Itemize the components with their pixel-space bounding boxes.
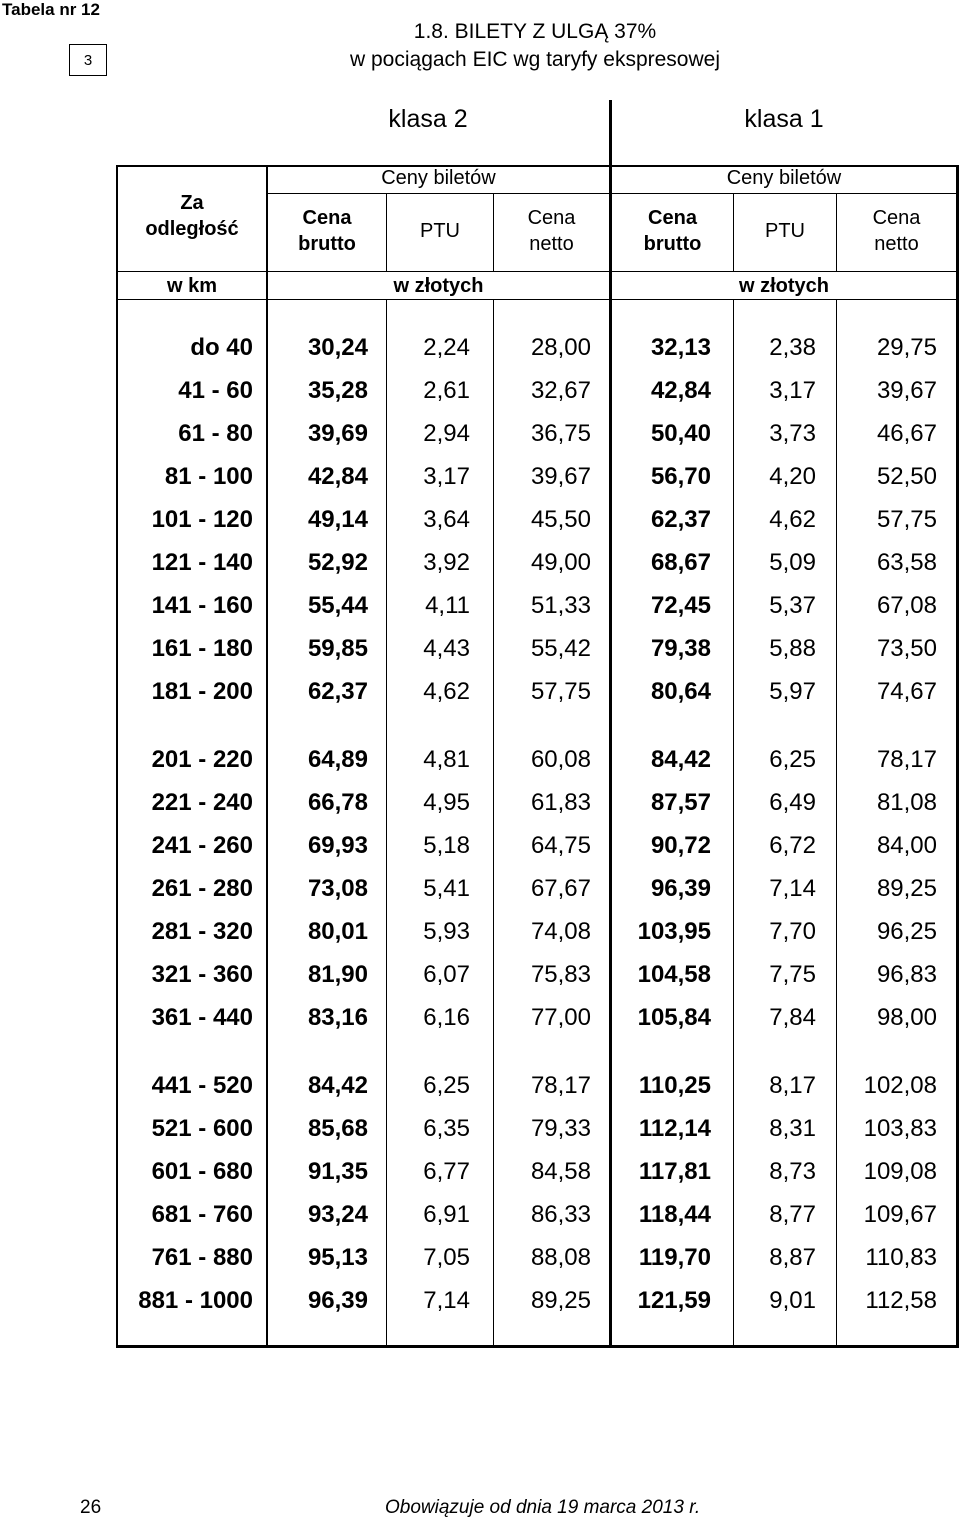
class1-ptu-cell: 8,73 bbox=[769, 1158, 816, 1185]
distance-range-cell: 61 - 80 bbox=[178, 420, 253, 447]
class2-brutto-cell: 85,68 bbox=[307, 1115, 368, 1142]
class2-ptu-cell: 6,77 bbox=[423, 1158, 470, 1185]
class1-netto-cell: 57,75 bbox=[876, 506, 937, 533]
class1-netto-cell: 96,25 bbox=[876, 918, 937, 945]
class1-ptu-cell: 7,70 bbox=[769, 918, 816, 945]
class1-brutto-cell: 80,64 bbox=[650, 678, 711, 705]
distance-range-cell: 41 - 60 bbox=[178, 377, 253, 404]
distance-header bbox=[118, 190, 266, 242]
class2-brutto-cell: 42,84 bbox=[307, 463, 368, 490]
class2-netto-cell: 67,67 bbox=[530, 875, 591, 902]
class2-netto-cell: 86,33 bbox=[530, 1201, 591, 1228]
class2-netto-cell: 39,67 bbox=[530, 463, 591, 490]
class2-netto-cell: 61,83 bbox=[530, 789, 591, 816]
distance-range-cell: 101 - 120 bbox=[151, 506, 253, 533]
class1-ptu-cell: 5,88 bbox=[769, 635, 816, 662]
distance-range-cell: 181 - 200 bbox=[151, 678, 253, 705]
netto-line1: Cena bbox=[527, 207, 576, 229]
class2-netto-cell: 57,75 bbox=[530, 678, 591, 705]
class2-group-label: Ceny biletów bbox=[381, 167, 496, 189]
class2-brutto-cell: 62,37 bbox=[307, 678, 368, 705]
class2-brutto-cell: 69,93 bbox=[307, 832, 368, 859]
class1-ptu-cell: 3,17 bbox=[769, 377, 816, 404]
distance-range-cell: 601 - 680 bbox=[151, 1158, 253, 1185]
brutto-line1: Cena bbox=[648, 207, 697, 229]
class2-brutto-cell: 91,35 bbox=[307, 1158, 368, 1185]
distance-range-cell: 121 - 140 bbox=[151, 549, 253, 576]
netto-line2: netto bbox=[529, 233, 574, 255]
class1-ptu-cell: 5,97 bbox=[769, 678, 816, 705]
page-title: 1.8. BILETY Z ULGĄ 37% bbox=[413, 20, 657, 43]
class1-brutto-cell: 87,57 bbox=[650, 789, 711, 816]
class2-netto-cell: 60,08 bbox=[530, 746, 591, 773]
row-line bbox=[116, 299, 959, 300]
class1-ptu-cell: 2,38 bbox=[769, 334, 816, 361]
class2-ptu-cell: 3,17 bbox=[423, 463, 470, 490]
class1-brutto-cell: 42,84 bbox=[650, 377, 711, 404]
class1-ptu-cell: 9,01 bbox=[769, 1287, 816, 1314]
class2-brutto-cell: 83,16 bbox=[307, 1004, 368, 1031]
class1-ptu-cell: 7,84 bbox=[769, 1004, 816, 1031]
distance-header-line2: odległość bbox=[145, 218, 239, 240]
class2-brutto-cell: 93,24 bbox=[307, 1201, 368, 1228]
class1-ptu-cell: 5,09 bbox=[769, 549, 816, 576]
class2-ptu-cell: 6,07 bbox=[423, 961, 470, 988]
class2-ptu-cell: 2,61 bbox=[423, 377, 470, 404]
class1-brutto-cell: 104,58 bbox=[637, 961, 711, 988]
class1-netto-cell: 96,83 bbox=[876, 961, 937, 988]
page-number: 26 bbox=[80, 1497, 102, 1518]
class1-brutto-cell: 50,40 bbox=[650, 420, 711, 447]
class1-netto-cell: 46,67 bbox=[876, 420, 937, 447]
class1-brutto-cell: 118,44 bbox=[638, 1201, 711, 1228]
class1-ptu-cell: 6,72 bbox=[769, 832, 816, 859]
class1-brutto-cell: 68,67 bbox=[650, 549, 711, 576]
class2-brutto-cell: 73,08 bbox=[307, 875, 368, 902]
class1-brutto-cell: 112,14 bbox=[638, 1115, 711, 1142]
col-line bbox=[733, 300, 734, 1346]
class1-brutto-cell: 117,81 bbox=[638, 1158, 711, 1185]
row-line bbox=[268, 193, 957, 194]
class2-ptu-cell: 2,24 bbox=[423, 334, 470, 361]
class1-brutto-cell: 79,38 bbox=[650, 635, 711, 662]
class1-brutto-cell: 110,25 bbox=[638, 1072, 711, 1099]
class2-brutto-cell: 81,90 bbox=[307, 961, 368, 988]
validity-note: Obowiązuje od dnia 19 marca 2013 r. bbox=[385, 1497, 701, 1518]
class1-netto-cell: 89,25 bbox=[876, 875, 937, 902]
class2-ptu-cell: 3,64 bbox=[423, 506, 470, 533]
col-line bbox=[386, 300, 387, 1346]
class2-ptu-cell: 7,05 bbox=[423, 1244, 470, 1271]
table-label: Tabela nr 12 bbox=[2, 0, 100, 19]
class2-brutto-cell: 64,89 bbox=[307, 746, 368, 773]
class2-netto-cell: 75,83 bbox=[530, 961, 591, 988]
class1-brutto-cell: 84,42 bbox=[650, 746, 711, 773]
class2-netto-cell: 49,00 bbox=[530, 549, 591, 576]
class1-netto-cell: 102,08 bbox=[863, 1072, 937, 1099]
class1-netto-header bbox=[837, 205, 956, 257]
class2-netto-cell: 28,00 bbox=[530, 334, 591, 361]
section-number-box: 3 bbox=[69, 44, 107, 76]
distance-range-cell: 141 - 160 bbox=[151, 592, 253, 619]
distance-range-cell: 881 - 1000 bbox=[138, 1287, 253, 1314]
class2-ptu-cell: 4,81 bbox=[423, 746, 470, 773]
class2-brutto-cell: 49,14 bbox=[307, 506, 368, 533]
class1-ptu-header: PTU bbox=[765, 220, 805, 242]
distance-range-cell: 441 - 520 bbox=[151, 1072, 253, 1099]
class2-brutto-cell: 96,39 bbox=[307, 1287, 368, 1314]
class1-ptu-cell: 6,25 bbox=[769, 746, 816, 773]
class2-ptu-cell: 5,93 bbox=[423, 918, 470, 945]
class2-netto-cell: 89,25 bbox=[530, 1287, 591, 1314]
distance-range-cell: 681 - 760 bbox=[151, 1201, 253, 1228]
class2-ptu-cell: 4,62 bbox=[423, 678, 470, 705]
class2-ptu-cell: 3,92 bbox=[423, 549, 470, 576]
class2-netto-cell: 77,00 bbox=[530, 1004, 591, 1031]
table-right-border bbox=[956, 165, 959, 1347]
class1-netto-cell: 109,08 bbox=[863, 1158, 937, 1185]
class1-netto-cell: 103,83 bbox=[863, 1115, 937, 1142]
class1-brutto-cell: 56,70 bbox=[650, 463, 711, 490]
class2-ptu-header: PTU bbox=[420, 220, 460, 242]
distance-range-cell: 521 - 600 bbox=[151, 1115, 253, 1142]
class2-netto-cell: 64,75 bbox=[530, 832, 591, 859]
distance-range-cell: 321 - 360 bbox=[151, 961, 253, 988]
class2-ptu-cell: 4,43 bbox=[423, 635, 470, 662]
distance-unit: w km bbox=[166, 275, 218, 297]
class2-ptu-cell: 6,91 bbox=[423, 1201, 470, 1228]
class1-ptu-cell: 5,37 bbox=[769, 592, 816, 619]
page-subtitle: w pociągach EIC wg taryfy ekspresowej bbox=[350, 48, 720, 71]
distance-range-cell: 261 - 280 bbox=[151, 875, 253, 902]
class1-brutto-cell: 96,39 bbox=[650, 875, 711, 902]
class1-ptu-cell: 8,17 bbox=[769, 1072, 816, 1099]
class2-netto-cell: 88,08 bbox=[530, 1244, 591, 1271]
class2-ptu-cell: 6,35 bbox=[423, 1115, 470, 1142]
class1-netto-cell: 84,00 bbox=[876, 832, 937, 859]
class1-brutto-cell: 121,59 bbox=[637, 1287, 711, 1314]
class1-netto-cell: 78,17 bbox=[876, 746, 937, 773]
brutto-line2: brutto bbox=[643, 233, 702, 255]
class2-netto-cell: 78,17 bbox=[530, 1072, 591, 1099]
class2-ptu-cell: 6,25 bbox=[423, 1072, 470, 1099]
class1-ptu-cell: 6,49 bbox=[769, 789, 816, 816]
distance-range-cell: 201 - 220 bbox=[151, 746, 253, 773]
brutto-line1: Cena bbox=[302, 207, 352, 229]
class1-netto-cell: 98,00 bbox=[876, 1004, 937, 1031]
col-line bbox=[493, 300, 494, 1346]
class2-netto-cell: 51,33 bbox=[530, 592, 591, 619]
distance-range-cell: 81 - 100 bbox=[164, 463, 253, 490]
distance-range-cell: 761 - 880 bbox=[151, 1244, 253, 1271]
class1-ptu-cell: 8,87 bbox=[769, 1244, 816, 1271]
distance-range-cell: 361 - 440 bbox=[151, 1004, 253, 1031]
netto-line2: netto bbox=[874, 233, 919, 255]
class1-group-label: Ceny biletów bbox=[726, 167, 842, 189]
class1-netto-cell: 63,58 bbox=[876, 549, 937, 576]
class1-brutto-header bbox=[612, 205, 733, 257]
class2-currency-unit: w złotych bbox=[393, 275, 484, 297]
class1-ptu-cell: 8,77 bbox=[769, 1201, 816, 1228]
class2-ptu-cell: 4,11 bbox=[425, 592, 470, 619]
class1-brutto-cell: 103,95 bbox=[637, 918, 711, 945]
class2-brutto-cell: 59,85 bbox=[307, 635, 368, 662]
class2-netto-cell: 36,75 bbox=[530, 420, 591, 447]
distance-range-cell: 161 - 180 bbox=[151, 635, 253, 662]
class2-ptu-cell: 5,18 bbox=[423, 832, 470, 859]
col-line bbox=[836, 300, 837, 1346]
class1-ptu-cell: 7,14 bbox=[769, 875, 816, 902]
class1-ptu-cell: 4,62 bbox=[769, 506, 816, 533]
distance-range-cell: do 40 bbox=[190, 334, 253, 361]
class1-brutto-cell: 72,45 bbox=[650, 592, 711, 619]
class2-ptu-cell: 7,14 bbox=[423, 1287, 470, 1314]
class1-netto-cell: 39,67 bbox=[876, 377, 937, 404]
class1-brutto-cell: 90,72 bbox=[650, 832, 711, 859]
class2-netto-cell: 55,42 bbox=[530, 635, 591, 662]
class1-netto-cell: 67,08 bbox=[876, 592, 937, 619]
class1-netto-cell: 74,67 bbox=[876, 678, 937, 705]
class1-brutto-cell: 62,37 bbox=[650, 506, 711, 533]
class2-brutto-cell: 39,69 bbox=[307, 420, 368, 447]
class1-netto-cell: 81,08 bbox=[876, 789, 937, 816]
netto-line1: Cena bbox=[872, 207, 921, 229]
class1-brutto-cell: 32,13 bbox=[650, 334, 711, 361]
brutto-line2: brutto bbox=[298, 233, 356, 255]
class1-netto-cell: 73,50 bbox=[876, 635, 937, 662]
class1-netto-cell: 110,83 bbox=[865, 1244, 937, 1271]
class-2-heading: klasa 2 bbox=[388, 105, 468, 133]
class2-netto-cell: 79,33 bbox=[530, 1115, 591, 1142]
distance-range-cell: 281 - 320 bbox=[151, 918, 253, 945]
class2-netto-cell: 84,58 bbox=[530, 1158, 591, 1185]
class2-ptu-cell: 2,94 bbox=[423, 420, 470, 447]
class2-brutto-cell: 55,44 bbox=[307, 592, 368, 619]
class2-ptu-cell: 5,41 bbox=[423, 875, 470, 902]
distance-range-cell: 241 - 260 bbox=[151, 832, 253, 859]
class2-brutto-cell: 66,78 bbox=[307, 789, 368, 816]
row-line bbox=[116, 271, 959, 272]
distance-header-line1: Za bbox=[180, 192, 204, 214]
class2-netto-header bbox=[494, 205, 609, 257]
table-bottom-border bbox=[116, 1345, 959, 1348]
class2-netto-cell: 45,50 bbox=[530, 506, 591, 533]
class1-ptu-cell: 7,75 bbox=[769, 961, 816, 988]
class1-netto-cell: 52,50 bbox=[876, 463, 937, 490]
class2-brutto-cell: 80,01 bbox=[307, 918, 368, 945]
class2-brutto-cell: 35,28 bbox=[307, 377, 368, 404]
class1-netto-cell: 109,67 bbox=[863, 1201, 937, 1228]
class1-netto-cell: 29,75 bbox=[876, 334, 937, 361]
class1-brutto-cell: 105,84 bbox=[637, 1004, 711, 1031]
class2-netto-cell: 32,67 bbox=[530, 377, 591, 404]
class2-brutto-cell: 30,24 bbox=[307, 334, 368, 361]
class2-ptu-cell: 6,16 bbox=[423, 1004, 470, 1031]
class-1-heading: klasa 1 bbox=[744, 105, 824, 133]
class2-brutto-cell: 95,13 bbox=[307, 1244, 368, 1271]
class1-ptu-cell: 3,73 bbox=[769, 420, 816, 447]
class1-currency-unit: w złotych bbox=[738, 275, 829, 297]
class2-netto-cell: 74,08 bbox=[530, 918, 591, 945]
class1-brutto-cell: 119,70 bbox=[638, 1244, 711, 1271]
class2-brutto-cell: 84,42 bbox=[307, 1072, 368, 1099]
class1-netto-cell: 112,58 bbox=[865, 1287, 937, 1314]
distance-range-cell: 221 - 240 bbox=[151, 789, 253, 816]
class2-brutto-header bbox=[268, 205, 386, 257]
class2-ptu-cell: 4,95 bbox=[423, 789, 470, 816]
class1-ptu-cell: 8,31 bbox=[769, 1115, 816, 1142]
class1-ptu-cell: 4,20 bbox=[769, 463, 816, 490]
class2-brutto-cell: 52,92 bbox=[307, 549, 368, 576]
